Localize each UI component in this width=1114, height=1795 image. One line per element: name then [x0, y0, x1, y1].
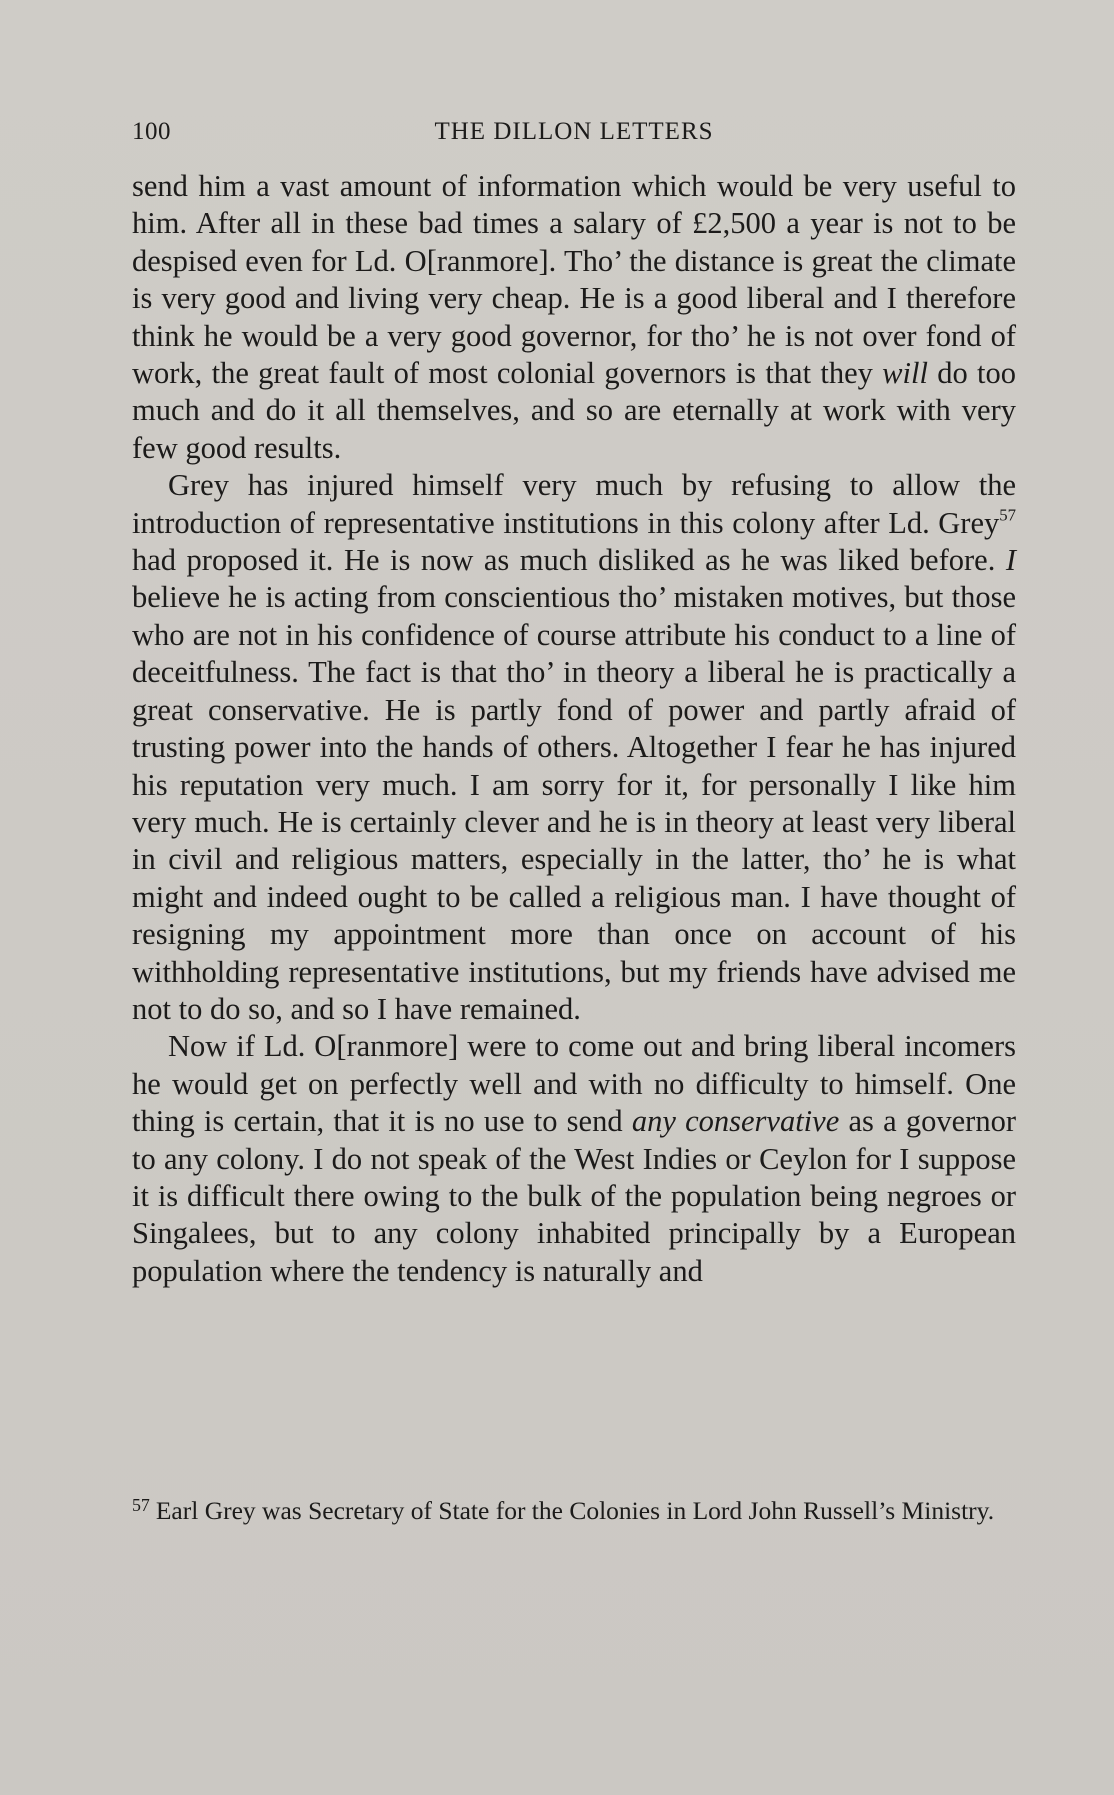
paragraph-1-emphasis: will — [882, 356, 928, 391]
paragraph-2-emphasis: I — [1005, 543, 1016, 578]
paragraph-3-emphasis: any conservative — [631, 1104, 840, 1139]
footnote-marker: 57 — [132, 1494, 150, 1515]
running-title: THE DILLON LETTERS — [434, 118, 714, 145]
paragraph-3 — [132, 1028, 1016, 1290]
paragraph-1 — [132, 168, 1016, 467]
paragraph-1-text-b: do too much and do it all themselves, and so are eternally at work with very few good results. — [132, 356, 1016, 465]
footnote-57 — [132, 1495, 1016, 1527]
paragraph-3-text-a: Now if Ld. O[ranmore] were to come out and bring liberal incomers he would get on perfectly well and with no difficulty to himself. One thing is certain, that it is no use to send — [132, 1029, 1016, 1139]
paragraph-2-text-b: had proposed it. He is now as much disliked as he was liked before. — [132, 543, 1006, 578]
page-header — [132, 118, 1016, 154]
paragraph-2-text-a: Grey has injured himself very much by refusing to allow the introduction of representative institutions in this colony after Ld. Grey — [132, 468, 1016, 540]
footnote-reference: 57 — [999, 505, 1016, 525]
footnote-text: Earl Grey was Secretary of State for the Colonies in Lord John Russell’s Ministry. — [155, 1496, 995, 1525]
page-number: 100 — [132, 118, 171, 145]
paragraph-3-text-b: as a governor to any colony. I do not speak of the West Indies or Ceylon for I suppose it is difficult there owing to the bulk of the population being negroes or Singalees, but to any colony inhabited principally by a European population where the tendency is naturally and — [132, 1104, 1016, 1288]
paragraph-2-text-c: believe he is acting from conscientious tho’ mistaken motives, but those who are not in his confidence of course attribute his conduct to a line of deceitfulness. The fact is that tho’ in theory a liberal he is practically a great conservative. He is partly fond of power and partly afraid of trusting power into the hands of others. Altogether I fear he has injured his reputation very much. I am sorry for it, for personally I like him very much. He is certainly clever and he is in theory at least very liberal in civil and religious matters, especially in the latter, tho’ he is what might and indeed ought to be called a religious man. I have thought of resigning my appointment more than once on account of his withholding representative institutions, but my friends have advised me not to do so, and so I have remained. — [132, 580, 1016, 1026]
footnote — [132, 1495, 1016, 1527]
paragraph-1-text-a: send him a vast amount of information which would be very useful to him. After all in these bad times a salary of £2,500 a year is not to be despised even for Ld. O[ranmore]. Tho’ the distance is great the climate is very good and living very cheap. He is a good liberal and I therefore think he would be a very good governor, for tho’ he is not over fond of work, the great fault of most colonial governors is that they — [132, 169, 1016, 391]
body-text — [132, 168, 1016, 1290]
paragraph-2 — [132, 467, 1016, 1028]
